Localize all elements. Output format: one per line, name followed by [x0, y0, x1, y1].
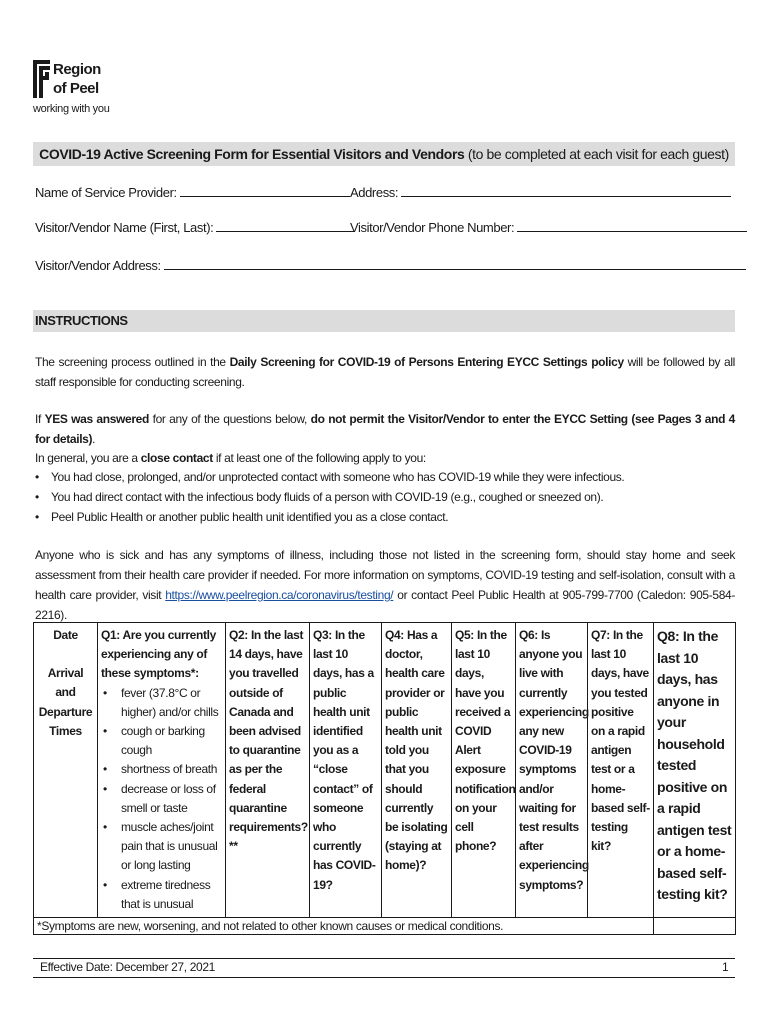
q3-column-header: Q3: In the last 10 days, has a public health unit identified you as a “close contact” of someone who currently has COVID-19? [310, 623, 382, 918]
list-item: • Peel Public Health or another public health unit identified you as a close contact. [35, 507, 735, 527]
instructions-paragraph-1 [35, 352, 735, 392]
page-number: 1 [722, 960, 729, 974]
peel-testing-link[interactable]: https://www.peelregion.ca/coronavirus/testing/ [165, 588, 394, 602]
instructions-paragraph-2 [35, 409, 735, 449]
table-note-row [34, 918, 736, 935]
effective-date: Effective Date: December 27, 2021 [40, 960, 216, 974]
visitor-name-line[interactable] [216, 219, 354, 232]
p2-yes-answered: YES was answered [44, 412, 149, 426]
p4-text-a: Anyone who is sick and has any symptoms of illness, including those not listed in the screening form, should stay home and seek assessment from their health care provider if needed. For more information on symptoms, COVID-19 testing and self-isolation, consult with a health care provider, visit [35, 548, 735, 602]
service-provider-label: Name of Service Provider: [35, 185, 177, 200]
visitor-name-label: Visitor/Vendor Name (First, Last): [35, 220, 214, 235]
q7-column-header: Q7: In the last 10 days, have you tested positive on a rapid antigen test or a home-based self-testing kit? [588, 623, 654, 918]
p1-text-a: The screening process outlined in the [35, 355, 230, 369]
p2-text-a: If [35, 412, 45, 426]
list-item: • You had direct contact with the infectious body fluids of a person with COVID-19 (e.g., coughed or sneezed on). [35, 487, 735, 507]
logo-tagline: working with you [33, 103, 110, 115]
p1-policy-name: Daily Screening for COVID-19 of Persons Entering EYCC Settings policy [229, 355, 624, 369]
visitor-phone-field[interactable] [350, 219, 747, 235]
q5-column-header: Q5: In the last 10 days, have you received a COVID Alert exposure notification on your cell phone? [452, 623, 516, 918]
service-provider-line[interactable] [180, 184, 350, 197]
list-item: • shortness of breath [101, 760, 222, 779]
footer-bottom-divider [33, 977, 735, 978]
q4-column-header: Q4: Has a doctor, health care provider or public health unit told you that you should currently be isolating (staying at home)? [382, 623, 452, 918]
list-item: • extreme tiredness that is unusual [101, 876, 222, 914]
footer-divider [33, 958, 735, 959]
instructions-paragraph-4 [35, 545, 735, 625]
form-title [33, 142, 735, 166]
logo-text-of-peel: of Peel [53, 80, 99, 97]
q2-column-header: Q2: In the last 14 days, have you travelled outside of Canada and been advised to quarantine as per the federal quarantine requirements? ** [226, 623, 310, 918]
q1-question: Q1: Are you currently experiencing any of these symptoms*: [101, 628, 216, 681]
p2-do-not-permit: do not permit the Visitor/Vendor to enter the EYCC Setting (see Pages 3 and 4 for details) [35, 412, 736, 446]
instructions-heading: INSTRUCTIONS [33, 310, 735, 332]
p4-text-c: or contact Peel Public Health at 905-799-7700 (Caledon: 905-584-2216). [35, 588, 735, 622]
p3-text-c: if at least one of the following apply to you: [212, 451, 426, 465]
close-contact-list [35, 467, 735, 527]
visitor-address-line[interactable] [164, 257, 746, 270]
address-line[interactable] [401, 184, 731, 197]
address-field[interactable] [350, 184, 731, 200]
table-header-row [34, 623, 736, 918]
visitor-phone-label: Visitor/Vendor Phone Number: [350, 220, 515, 235]
date-subtitle: Arrival and Departure Times [38, 666, 93, 738]
q8-column-header: Q8: In the last 10 days, has anyone in your household tested positive on a rapid antigen test or a home-based self-testing kit? [654, 623, 736, 918]
visitor-address-field[interactable] [35, 257, 746, 273]
p3-close-contact: close contact [140, 451, 213, 465]
date-column-header [34, 623, 98, 918]
screening-table [33, 622, 736, 935]
p1-text-c: will be followed by all staff responsible for conducting screening. [35, 355, 735, 389]
instructions-paragraph-3 [35, 448, 735, 468]
date-title: Date [53, 628, 78, 642]
list-item: • decrease or loss of smell or taste [101, 780, 222, 818]
region-of-peel-logo [33, 58, 123, 120]
list-item: • cough or barking cough [101, 722, 222, 760]
peel-mark-icon [33, 60, 51, 98]
list-item: • fever (37.8°C or higher) and/or chills [101, 684, 222, 722]
symptom-list [101, 684, 222, 914]
p2-text-e: . [92, 432, 96, 446]
service-provider-field[interactable] [35, 184, 350, 200]
symptoms-footnote: *Symptoms are new, worsening, and not related to other known causes or medical conditions. [34, 918, 654, 935]
q1-column-header [98, 623, 226, 918]
note-row-empty-cell[interactable] [654, 918, 736, 935]
visitor-name-field[interactable] [35, 219, 354, 235]
form-title-sub: (to be completed at each visit for each guest) [467, 146, 729, 162]
list-item: • muscle aches/joint pain that is unusual or long lasting [101, 818, 222, 876]
p2-text-c: for any of the questions below, [148, 412, 311, 426]
visitor-phone-line[interactable] [517, 219, 747, 232]
visitor-address-label: Visitor/Vendor Address: [35, 258, 161, 273]
list-item: • You had close, prolonged, and/or unprotected contact with someone who has COVID-19 while they were infectious. [35, 467, 735, 487]
q6-column-header: Q6: Is anyone you live with currently experiencing any new COVID-19 symptoms and/or waiting for test results after experiencing symptoms? [516, 623, 588, 918]
logo-text-region: Region [53, 61, 101, 78]
form-title-main: COVID-19 Active Screening Form for Essential Visitors and Vendors [39, 146, 465, 162]
p3-text-a: In general, you are a [35, 451, 141, 465]
address-label: Address: [350, 185, 399, 200]
